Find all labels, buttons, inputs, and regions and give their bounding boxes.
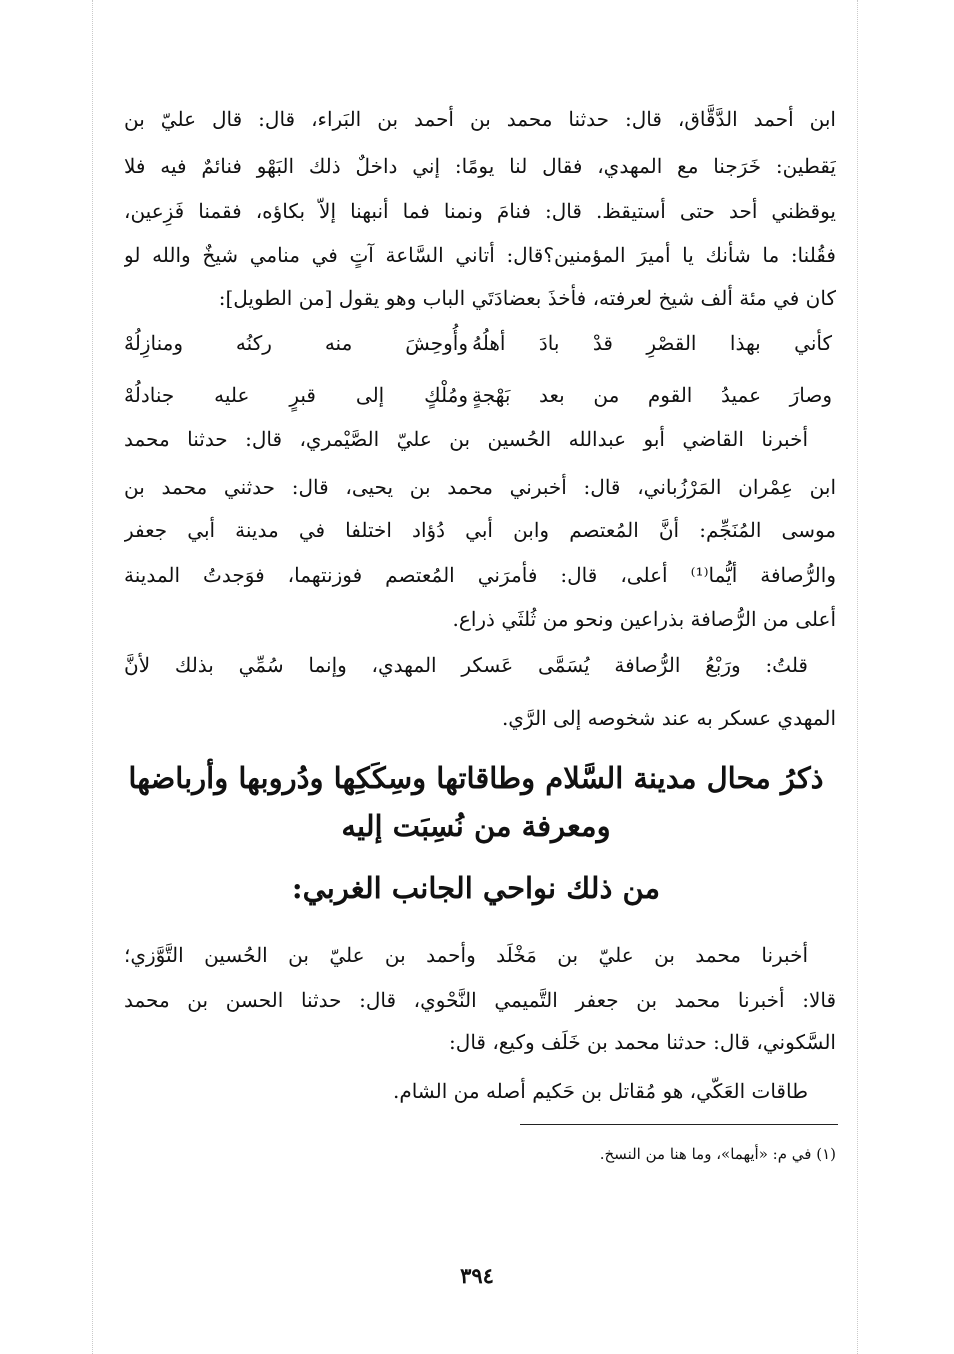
subsection-heading: من ذلك نواحي الجانب الغربي: [291, 871, 661, 905]
paragraph-3-line-1: قلتُ: ورَبْعُ الرُّصافة يُسَمَّى عَسكر المهدي، وإنما سُمِّي بذلك لأنَّ [124, 653, 808, 677]
paragraph-5: طاقات العَكّي، هو مُقاتل بن حَكيم أصله من الشام. [392, 1079, 808, 1103]
scan-guide-left [92, 0, 93, 1354]
paragraph-4-line-2: قالا: أخبرنا محمد بن جعفر التَّميمي النَّحْوي، قال: حدثنا الحسن بن محمد [124, 988, 836, 1012]
section-heading-line-2: ومعرفة من نُسِبَت إليه [341, 809, 611, 843]
paragraph-2-line-3: موسى المُنَجِّم: أنَّ المُعتصم وابن أبي دُؤاد اختلفا في مدينة أبي جعفر [124, 518, 836, 542]
paragraph-2-line-5: أعلى من الرُّصافة بذراعين ونحو من ثُلثَي ذراع. [452, 607, 836, 631]
paragraph-3-line-2: المهدي عسكر به عند شخوصه إلى الرَّي. [501, 706, 836, 730]
verse-1-first-hemistich: كأني بهذا القصْرِ قدْ بادَ أهلُهُ [472, 331, 832, 355]
scan-guide-right [857, 0, 858, 1354]
footnote: (١) في م: «أيهما»، وما هنا من النسخ. [599, 1145, 836, 1163]
paragraph-1-line-3: يوقظني أحد حتى أستيقظ. قال: فنامَ ونمنا فما أنبهنا إلاّ بكاؤه، فقمنا فَزِعين، [124, 199, 836, 223]
page-number: ٣٩٤ [460, 1263, 494, 1288]
verse-1-second-hemistich: وأُوحِشَ منه ركنُه ومنازِلُهْ [124, 331, 468, 355]
verse-2-first-hemistich: وصارَ عميدُ القوم من بعد بَهْجةٍ [472, 383, 832, 407]
verse-2-second-hemistich: ومُلْكٍ إلى قبرٍ عليه جنادلُهْ [124, 383, 468, 407]
paragraph-2-line-4: والرُّصافة أيُّما⁽¹⁾ أعلى، قال: فأمرَني المُعتصم فوزنتهما، فوَجدتُ المدينة [124, 563, 836, 587]
paragraph-4-line-3: السَّكوني، قال: حدثنا محمد بن خَلَف وكيع، قال: [449, 1030, 836, 1054]
paragraph-4-line-1: أخبرنا محمد بن عليّ بن مَخْلَد وأحمد بن عليّ بن الحُسين التَّوَّزي؛ [124, 943, 808, 967]
paragraph-2-line-2: ابن عِمْران المَرْزُباني، قال: أخبرني محمد بن يحيى، قال: حدثني محمد بن [124, 475, 836, 499]
paragraph-1-line-5: كان في مئة ألف شيخ لعرفته، فأخذَ بعضادَتَي الباب وهو يقول [من الطويل]: [218, 286, 836, 310]
paragraph-2-line-1: أخبرنا القاضي أبو عبدالله الحُسين بن عليّ الصَّيْمري، قال: حدثنا محمد [124, 427, 808, 451]
footnote-separator [520, 1124, 838, 1125]
section-heading-line-1: ذكرُ محال مدينة السَّلام وطاقاتها وسِكَكِها ودُروبها وأرباضها [128, 761, 824, 795]
paragraph-1-line-4: فقُلنا: ما شأنك يا أميرَ المؤمنين؟قال: أتاني السَّاعة آتٍ في منامي شيخٌ والله لو [124, 243, 836, 267]
paragraph-1-line-1: ابن أحمد الدَّقَّاق، قال: حدثنا محمد بن أحمد بن البَراء، قال: قال عليّ بن [124, 107, 836, 131]
paragraph-1-line-2: يَقطين: خَرَجنا مع المهدي، فقال لنا يومًا: إني داخلٌ ذلك البَهْو فنائمٌ فيه فلا [124, 154, 836, 178]
